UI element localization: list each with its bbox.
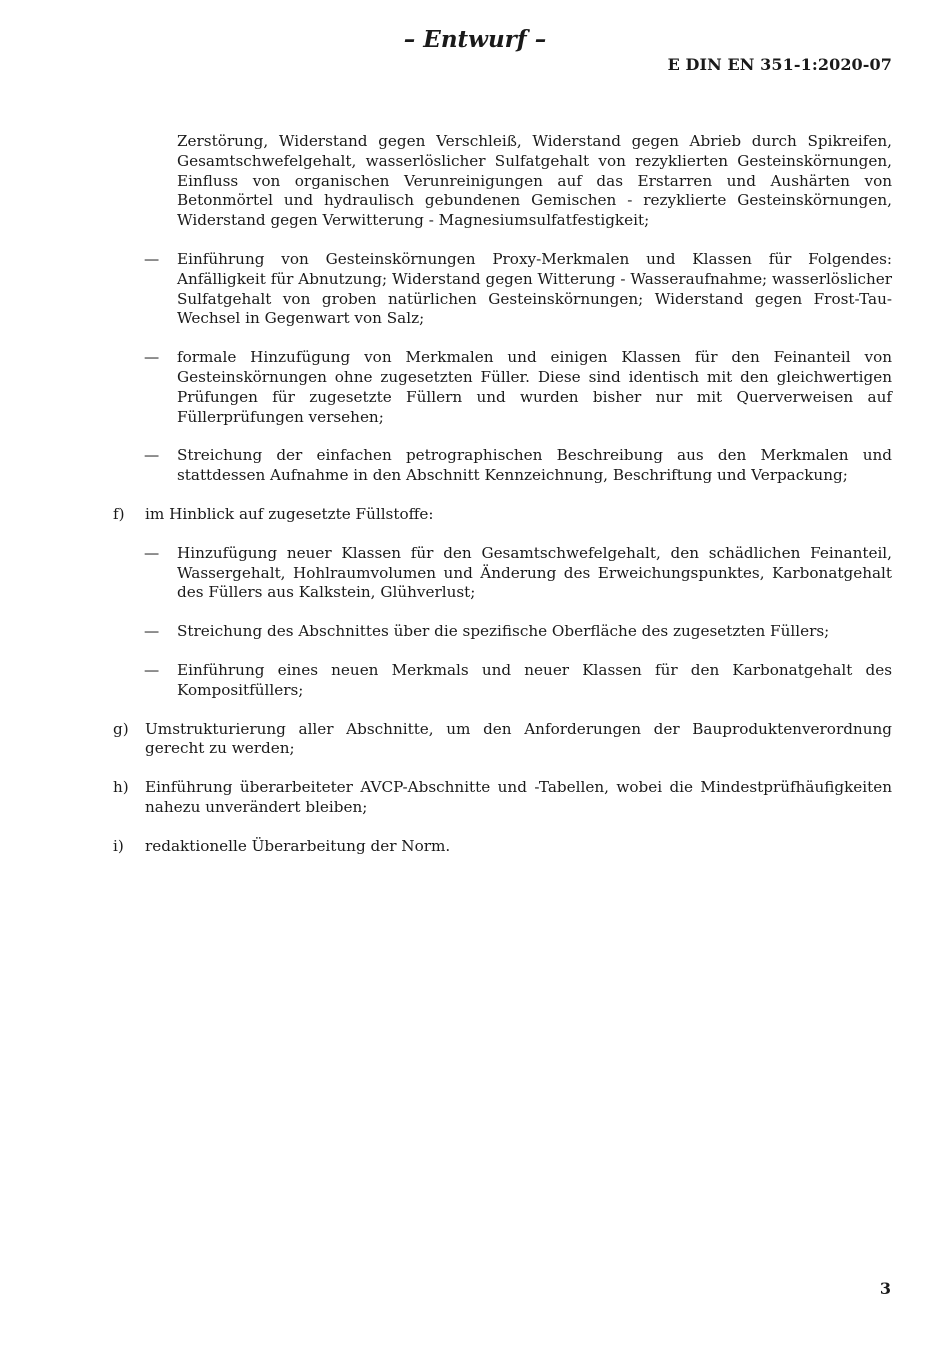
list-item-f — [113, 504, 892, 525]
continuation-paragraph: Zerstörung, Widerstand gegen Verschleiß, Widerstand gegen Abrieb durch Spikreifen, Gesamtschwefelgehalt, wasserlöslicher Sulfatgehalt von rezyklierten Gesteinskörnungen, Einfluss von organischen Verunreinigungen auf das Erstarren und Aushärten von Betonmörtel und hydraulisch gebundenen Gemischen - rezyklierte Gesteinskörnungen, Widerstand gegen Verwitterung - Magnesiumsulfatfestigkeit; — [177, 132, 892, 230]
list-item-text: Einführung überarbeiteter AVCP-Abschnitte und -Tabellen, wobei die Mindestprüfhäufigkeiten nahezu unverändert bleiben; — [145, 778, 892, 816]
list-item-text: redaktionelle Überarbeitung der Norm. — [145, 836, 451, 855]
letter-marker: h) — [113, 778, 129, 797]
list-item-text: Umstrukturierung aller Abschnitte, um den Anforderungen der Bauproduktenverordnung gerecht zu werden; — [145, 719, 892, 758]
list-item-text: Hinzufügung neuer Klassen für den Gesamtschwefelgehalt, den schädlichen Feinanteil, Wassergehalt, Hohlraumvolumen und Änderung des Erweichungspunktes, Karbonatgehalt des Füllers aus Kalkstein, Glühverlust; — [177, 543, 892, 602]
dash-marker: — — [144, 660, 160, 679]
list-item — [144, 446, 892, 486]
dash-marker: — — [144, 348, 160, 367]
list-item — [144, 249, 892, 329]
list-item-text: im Hinblick auf zugesetzte Füllstoffe: — [145, 504, 434, 523]
letter-marker: g) — [113, 719, 129, 738]
list-item-text: Einführung von Gesteinskörnungen Proxy-Merkmalen und Klassen für Folgendes: Anfälligkeit für Abnutzung; Widerstand gegen Witterung - Wasseraufnahme; wasserlöslicher Sulfatgehalt von groben natürlichen Gesteinskörnungen; Widerstand gegen Frost-Tau-Wechsel in Gegenwart von Salz; — [177, 249, 892, 328]
dash-marker: — — [144, 622, 160, 641]
list-item-g — [113, 719, 892, 760]
letter-marker: f) — [113, 504, 125, 523]
list-item-text: Einführung eines neuen Merkmals und neuer Klassen für den Karbonatgehalt des Kompositfüllers; — [177, 660, 892, 699]
list-item — [144, 660, 892, 701]
dash-marker: — — [144, 543, 160, 562]
draft-watermark-title: – Entwurf – — [403, 26, 547, 53]
list-item-h — [113, 778, 892, 818]
list-item-text: Streichung des Abschnittes über die spezifische Oberfläche des zugesetzten Füllers; — [177, 622, 830, 641]
list-item-text: formale Hinzufügung von Merkmalen und einigen Klassen für den Feinanteil von Gesteinskörnungen ohne zugesetzten Füller. Diese sind identisch mit den gleichwertigen Prüfungen für zugesetzte Füllern und wurden bisher nur mit Querverweisen auf Füllerprüfungen versehen; — [177, 348, 892, 426]
document-identifier: E DIN EN 351-1:2020-07 — [667, 55, 892, 74]
list-item — [144, 622, 892, 642]
list-item — [144, 543, 892, 603]
list-item — [144, 348, 892, 427]
document-body — [0, 132, 950, 857]
letter-marker: i) — [113, 836, 124, 855]
list-item-text: Streichung der einfachen petrographischen Beschreibung aus den Merkmalen und stattdessen Aufnahme in den Abschnitt Kennzeichnung, Beschriftung und Verpackung; — [177, 446, 892, 485]
page-number: 3 — [879, 1279, 891, 1298]
list-item-i — [113, 836, 892, 857]
dash-marker: — — [144, 249, 160, 268]
dash-marker: — — [144, 446, 160, 465]
